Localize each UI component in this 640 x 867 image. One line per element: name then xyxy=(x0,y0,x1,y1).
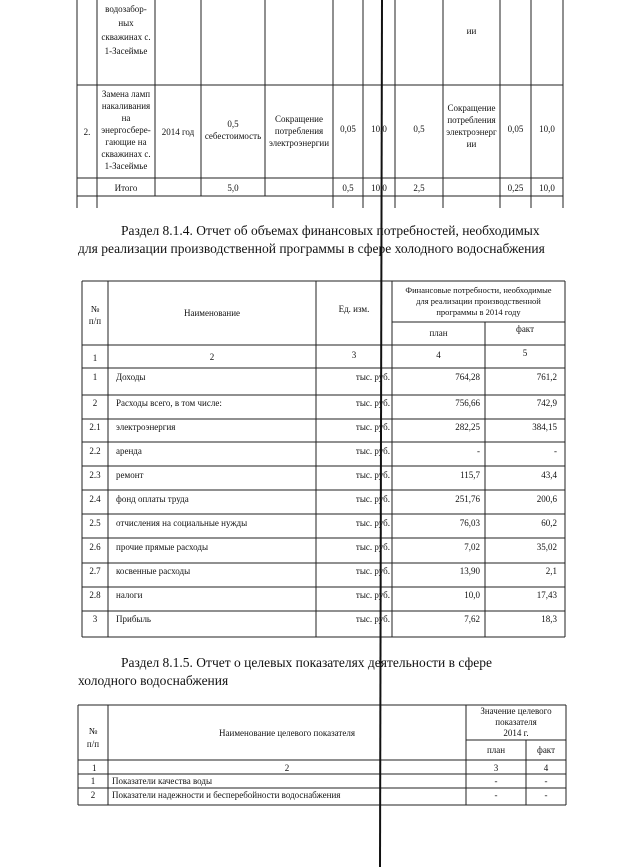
row-name: ремонт xyxy=(116,470,144,480)
total-value: 5,0 xyxy=(227,183,239,193)
effect-cell-2 xyxy=(443,103,500,149)
col-number: 3 xyxy=(351,350,357,360)
row-number: 1 xyxy=(92,372,98,382)
cell-text: 1-Засеймье xyxy=(104,161,148,171)
row-plan-value: 7,02 xyxy=(464,542,480,552)
col-header-plan: план xyxy=(429,328,448,338)
cell-text: № xyxy=(88,726,98,736)
cell-text: гающие на xyxy=(105,137,147,147)
cell-text: ных xyxy=(118,18,134,28)
row-unit: тыс. руб. xyxy=(355,614,390,624)
row-number: 2.2 xyxy=(89,446,101,456)
row-fact-value: 18,3 xyxy=(541,614,557,624)
row-unit: тыс. руб. xyxy=(355,398,390,408)
row-number: 2.4 xyxy=(89,494,101,504)
total-value: 10,0 xyxy=(539,183,555,193)
row-number: 2.3 xyxy=(89,470,101,480)
row-unit: тыс. руб. xyxy=(355,518,390,528)
cell-text: п/п xyxy=(88,316,102,326)
total-label: Итого xyxy=(114,183,138,193)
cell-text: скважинах с. xyxy=(101,149,151,159)
continued-name-cell xyxy=(97,4,155,56)
row-plan-value: 10,0 xyxy=(464,590,480,600)
row-number: 1 xyxy=(90,776,96,786)
cell-text: ии xyxy=(466,139,477,149)
cell-text: Значение целевого xyxy=(480,706,552,716)
cell-text: водозабор- xyxy=(105,4,147,14)
col-header-plan: план xyxy=(486,745,506,755)
cell-text: накаливания xyxy=(101,101,151,111)
row-plan-value: 251,76 xyxy=(455,494,480,504)
row-fact-value: 43,4 xyxy=(541,470,557,480)
cell-text: Замена ламп xyxy=(101,89,151,99)
col-header-num xyxy=(82,304,108,326)
row-plan-value: - xyxy=(494,776,498,786)
cell-text: электроэнергии xyxy=(268,138,330,148)
cell-text: программы в 2014 году xyxy=(436,307,521,317)
col-header-fin-needs xyxy=(392,285,565,317)
cell-text: Сокращение xyxy=(447,103,496,113)
row-plan-value: 764,28 xyxy=(455,372,480,382)
section-815-heading-line1: Раздел 8.1.5. Отчет о целевых показателях деятельности в сфере xyxy=(121,655,492,670)
row-name: косвенные расходы xyxy=(116,566,191,576)
row-name: фонд оплаты труда xyxy=(116,494,189,504)
total-value: 0,5 xyxy=(342,183,354,193)
row-name: прочие прямые расходы xyxy=(116,542,209,552)
row-name: налоги xyxy=(116,590,143,600)
cell-text: п/п xyxy=(86,739,100,749)
row-unit: тыс. руб. xyxy=(355,542,390,552)
cell-text: на xyxy=(121,113,131,123)
cell-text: Финансовые потребности, необходимые xyxy=(405,285,552,295)
cell-text: 2014 г. xyxy=(503,728,529,738)
cell-text: показателя xyxy=(495,717,537,727)
row-number: 2.1 xyxy=(89,422,101,432)
cost-cell xyxy=(201,119,265,141)
cell-text: для реализации производственной xyxy=(416,296,541,306)
row-plan-value: 13,90 xyxy=(459,566,480,576)
total-value: 0,25 xyxy=(507,183,524,193)
row-unit: тыс. руб. xyxy=(355,470,390,480)
cell-text: 1-Засеймье xyxy=(104,46,148,56)
section-814-heading-line1: Раздел 8.1.4. Отчет об объемах финансовых потребностей, необходимых xyxy=(121,223,540,238)
row-unit: тыс. руб. xyxy=(355,446,390,456)
col-number: 4 xyxy=(543,763,549,773)
total-value: 10,0 xyxy=(371,183,387,193)
row-plan-value: 282,25 xyxy=(455,422,480,432)
row-fact-value: - xyxy=(544,790,548,800)
row-name: отчисления на социальные нужды xyxy=(116,518,248,528)
row-plan-value: 756,66 xyxy=(455,398,480,408)
cell-text: скважинах с. xyxy=(101,32,151,42)
row-name: Доходы xyxy=(116,372,146,382)
row-plan-value: 7,62 xyxy=(464,614,480,624)
row-fact-value: 200,6 xyxy=(536,494,557,504)
row-fact-value: - xyxy=(554,446,557,456)
cell-text: 0,5 xyxy=(227,119,239,129)
col-number: 2 xyxy=(209,352,215,362)
row-unit: тыс. руб. xyxy=(355,372,390,382)
row-name: Расходы всего, в том числе: xyxy=(116,398,222,408)
cell-text: энергосбере- xyxy=(101,125,151,135)
row-name: электроэнергия xyxy=(116,422,176,432)
cell-text: № xyxy=(90,304,100,314)
value-cell: 0,5 xyxy=(413,124,425,134)
total-value: 2,5 xyxy=(413,183,425,193)
row-unit: тыс. руб. xyxy=(355,494,390,504)
row-name: аренда xyxy=(116,446,142,456)
row-number: 2. xyxy=(83,127,91,137)
row-number: 2 xyxy=(90,790,96,800)
row-number: 2 xyxy=(92,398,98,408)
row-plan-value: 115,7 xyxy=(460,470,480,480)
row-fact-value: 761,2 xyxy=(536,372,557,382)
row-fact-value: 742,9 xyxy=(536,398,557,408)
col-number: 1 xyxy=(92,763,97,773)
continued-effect-cell: ии xyxy=(466,26,477,36)
value-cell: 10,0 xyxy=(371,124,387,134)
row-plan-value: - xyxy=(477,446,480,456)
cell-text: потребления xyxy=(274,126,324,136)
col-header-unit: Ед. изм. xyxy=(338,304,370,314)
col-number: 4 xyxy=(436,350,441,360)
row-fact-value: - xyxy=(544,776,548,786)
col-number: 2 xyxy=(284,763,290,773)
cell-text: Сокращение xyxy=(275,114,323,124)
col-number: 5 xyxy=(522,348,528,358)
col-header-name: Наименование xyxy=(183,308,241,318)
col-header-indicator: Наименование целевого показателя xyxy=(219,728,355,738)
measure-name-cell xyxy=(97,89,155,171)
row-plan-value: - xyxy=(494,790,498,800)
col-header-num xyxy=(78,726,108,749)
row-indicator-name: Показатели надежности и бесперебойности водоснабжения xyxy=(112,790,341,800)
row-fact-value: 60,2 xyxy=(541,518,557,528)
row-indicator-name: Показатели качества воды xyxy=(112,776,213,786)
row-name: Прибыль xyxy=(116,614,152,624)
row-unit: тыс. руб. xyxy=(355,590,390,600)
value-cell: 10,0 xyxy=(539,124,555,134)
cell-text: потребления xyxy=(447,115,496,125)
row-number: 2.7 xyxy=(89,566,101,576)
cell-text: себестоимость xyxy=(204,131,262,141)
col-number: 3 xyxy=(493,763,499,773)
row-unit: тыс. руб. xyxy=(355,566,390,576)
row-fact-value: 17,43 xyxy=(536,590,557,600)
col-number: 1 xyxy=(92,353,98,363)
row-fact-value: 35,02 xyxy=(536,542,557,552)
cell-text: электроэнерг xyxy=(446,127,497,137)
row-number: 2.5 xyxy=(89,518,101,528)
row-number: 2.6 xyxy=(89,542,101,552)
col-header-fact: факт xyxy=(515,324,534,334)
row-plan-value: 76,03 xyxy=(459,518,480,528)
section-814-heading-line2: для реализации производственной программы в сфере холодного водоснабжения xyxy=(78,241,545,256)
col-header-fact: факт xyxy=(536,745,555,755)
col-header-target-value xyxy=(466,706,566,738)
row-fact-value: 384,15 xyxy=(532,422,557,432)
section-815-heading-line2: холодного водоснабжения xyxy=(78,673,229,688)
row-number: 3 xyxy=(92,614,98,624)
row-unit: тыс. руб. xyxy=(355,422,390,432)
year-cell: 2014 год xyxy=(161,127,195,137)
value-cell: 0,05 xyxy=(340,124,356,134)
row-fact-value: 2,1 xyxy=(545,566,557,576)
effect-cell xyxy=(265,114,333,148)
row-number: 2.8 xyxy=(89,590,101,600)
value-cell: 0,05 xyxy=(507,124,524,134)
